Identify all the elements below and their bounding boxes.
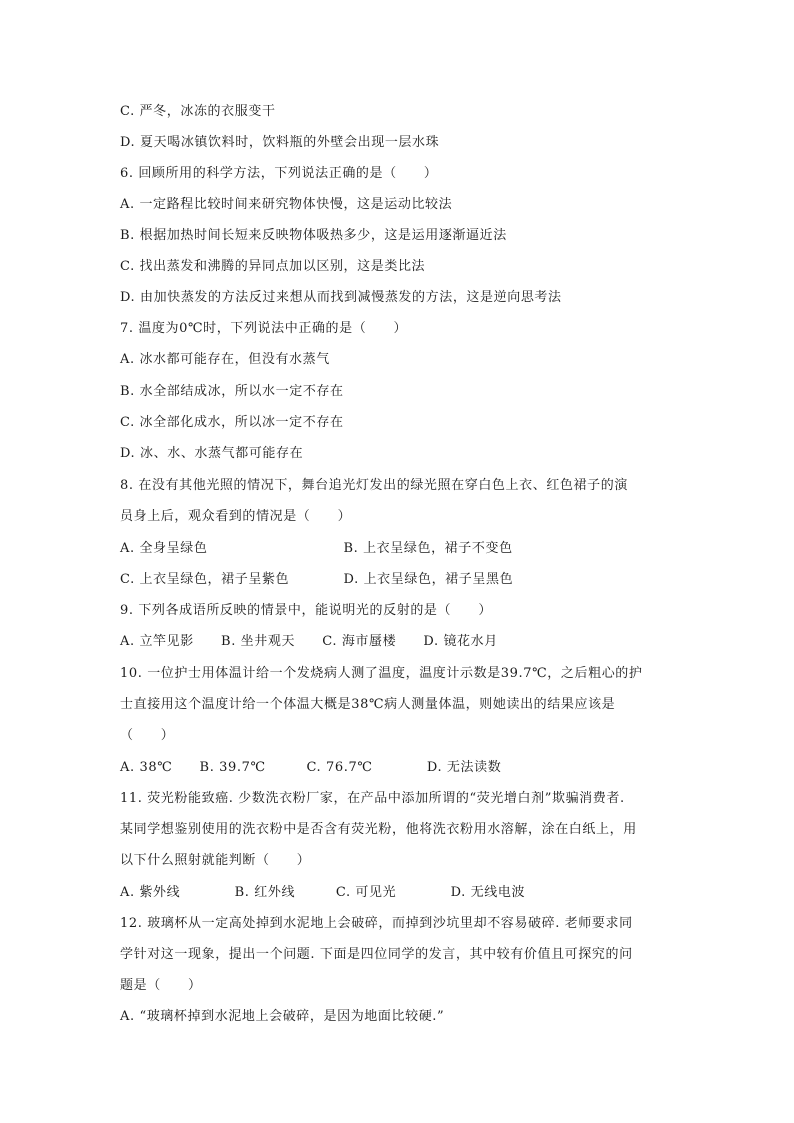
question-11: 11. 荧光粉能致癌. 少数洗衣粉厂家，在产品中添加所谓的“荧光增白剂”欺骗消费者. [120, 791, 625, 806]
option-line: A. 一定路程比较时间来研究物体快慢，这是运动比较法 [120, 197, 453, 212]
text-line: 员身上后，观众看到的情况是（ ） [120, 509, 352, 524]
text-line: 题是（ ） [120, 978, 202, 993]
option-line: A. “玻璃杯掉到水泥地上会破碎，是因为地面比较硬.” [120, 1009, 445, 1024]
text-line: D. 夏天喝冰镇饮料时，饮料瓶的外壁会出现一层水珠 [120, 135, 440, 150]
option-line: C. 冰全部化成水，所以冰一定不存在 [120, 415, 344, 430]
option-line: A. 全身呈绿色 B. 上衣呈绿色，裙子不变色 [120, 541, 513, 556]
text-line: 学针对这一现象，提出一个问题. 下面是四位同学的发言，其中较有价值且可探究的问 [120, 947, 633, 962]
option-line: B. 根据加热时间长短来反映物体吸热多少，这是运用逐渐逼近法 [120, 228, 507, 243]
text-line: C. 严冬，冰冻的衣服变干 [120, 104, 276, 119]
text-line: 士直接用这个温度计给一个体温大概是38℃病人测量体温，则她读出的结果应该是 [120, 697, 616, 712]
option-line: C. 上衣呈绿色，裙子呈紫色 D. 上衣呈绿色，裙子呈黑色 [120, 572, 514, 587]
question-10: 10. 一位护士用体温计给一个发烧病人测了温度，温度计示数是39.7℃，之后粗心的护 [120, 666, 643, 681]
option-line: D. 冰、水、水蒸气都可能存在 [120, 446, 304, 461]
option-line: B. 水全部结成冰，所以水一定不存在 [120, 384, 344, 399]
option-line: D. 由加快蒸发的方法反过来想从而找到减慢蒸发的方法，这是逆向思考法 [120, 290, 562, 305]
question-6: 6. 回顾所用的科学方法，下列说法正确的是（ ） [120, 166, 438, 181]
option-line: A. 立竿见影 B. 坐井观天 C. 海市蜃楼 D. 镜花水月 [120, 634, 498, 649]
question-9: 9. 下列各成语所反映的情景中，能说明光的反射的是（ ） [120, 603, 492, 618]
question-8: 8. 在没有其他光照的情况下，舞台追光灯发出的绿光照在穿白色上衣、红色裙子的演 [120, 478, 628, 493]
option-line: C. 找出蒸发和沸腾的异同点加以区别，这是类比法 [120, 259, 426, 274]
question-7: 7. 温度为0℃时，下列说法中正确的是（ ） [120, 321, 408, 336]
text-line: （ ） [120, 728, 175, 743]
option-line: A. 冰水都可能存在，但没有水蒸气 [120, 352, 330, 367]
text-line: 某同学想鉴别使用的洗衣粉中是否含有荧光粉，他将洗衣粉用水溶解，涂在白纸上，用 [120, 822, 637, 837]
text-line: 以下什么照射就能判断（ ） [120, 853, 311, 868]
option-line: A. 38℃ B. 39.7℃ C. 76.7℃ D. 无法读数 [120, 760, 502, 775]
option-line: A. 紫外线 B. 红外线 C. 可见光 D. 无线电波 [120, 885, 526, 900]
question-12: 12. 玻璃杯从一定高处掉到水泥地上会破碎，而掉到沙坑里却不容易破碎. 老师要求同 [120, 916, 633, 931]
